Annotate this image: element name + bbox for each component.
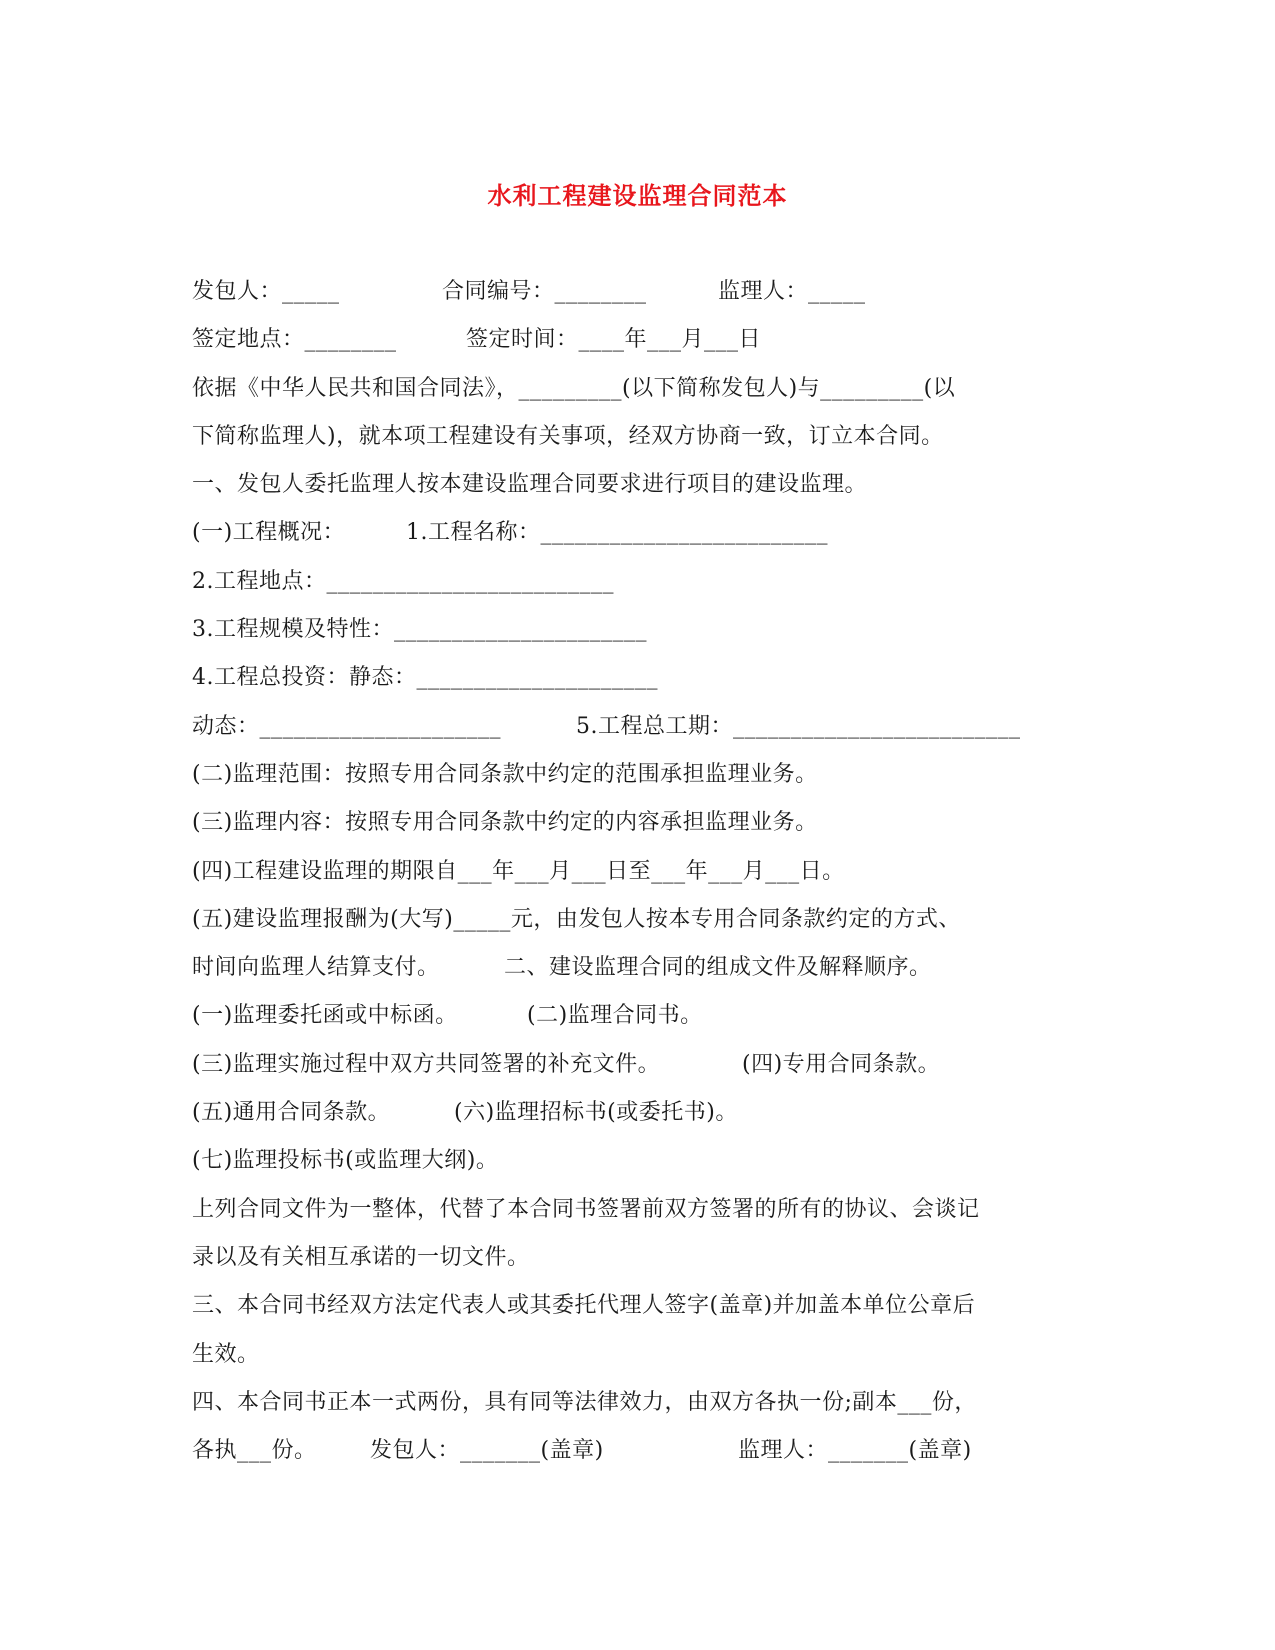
paragraph-text: 依据《中华人民共和国合同法》，_________(以下简称发包人)与_________(以 — [192, 375, 956, 401]
section-heading-3 — [192, 1282, 1082, 1330]
project-investment-line — [192, 654, 1082, 702]
paragraph-line — [192, 1331, 1082, 1379]
project-scale-field: 3.工程规模及特性：______________________ — [192, 617, 647, 643]
dynamic-investment-field: 动态：_____________________ — [192, 713, 502, 739]
supervision-period-line — [192, 848, 1082, 896]
paragraph-line — [192, 1234, 1082, 1282]
signing-place-field: 签定地点：________ — [192, 327, 397, 353]
supervision-period-text: (四)工程建设监理的期限自___年___月___日至___年___月___日。 — [192, 858, 845, 884]
signing-info-line — [192, 316, 1082, 364]
project-location-field: 2.工程地点：_________________________ — [192, 568, 614, 594]
total-duration-field: 5.工程总工期：_________________________ — [576, 713, 1021, 739]
employer-field: 发包人：_____ — [192, 279, 340, 304]
project-name-field: 1.工程名称：_________________________ — [406, 520, 828, 546]
supervisor-field: 监理人：_____ — [718, 279, 866, 304]
dynamic-duration-line — [192, 703, 1082, 751]
copies-field: 各执___份。 — [192, 1438, 317, 1464]
document-item-4: (四)专用合同条款。 — [742, 1051, 941, 1077]
section-heading-text: 四、本合同书正本一式两份，具有同等法律效力，由双方各执一份;副本___份， — [192, 1389, 977, 1415]
section-heading-text: 三、本合同书经双方法定代表人或其委托代理人签字(盖章)并加盖本单位公章后 — [192, 1293, 976, 1319]
section-heading-2: 二、建设监理合同的组成文件及解释顺序。 — [504, 955, 932, 981]
document-item-1: (一)监理委托函或中标函。 — [192, 1003, 458, 1029]
document-list-line — [192, 1041, 1082, 1089]
section-heading-text: 一、发包人委托监理人按本建设监理合同要求进行项目的建设监理。 — [192, 472, 868, 498]
supervision-scope-text: (二)监理范围：按照专用合同条款中约定的范围承担监理业务。 — [192, 761, 818, 787]
paragraph-line — [192, 365, 1082, 413]
remuneration-line — [192, 896, 1082, 944]
section-heading-1 — [192, 461, 1082, 509]
payment-text: 时间向监理人结算支付。 — [192, 955, 440, 981]
paragraph-line — [192, 1186, 1082, 1234]
project-scale-line — [192, 606, 1082, 654]
supervision-content-text: (三)监理内容：按照专用合同条款中约定的内容承担监理业务。 — [192, 810, 818, 836]
document-item-3: (三)监理实施过程中双方共同签署的补充文件。 — [192, 1051, 661, 1077]
document-body — [192, 268, 1082, 1475]
signature-line — [192, 1427, 1082, 1475]
supervisor-seal-field: 监理人：_______(盖章) — [738, 1438, 972, 1464]
employer-seal-field: 发包人：_______(盖章) — [370, 1438, 604, 1464]
paragraph-line — [192, 413, 1082, 461]
paragraph-text: 下简称监理人)，就本项工程建设有关事项，经双方协商一致，订立本合同。 — [192, 423, 944, 449]
paragraph-text: 录以及有关相互承诺的一切文件。 — [192, 1244, 530, 1270]
document-list-line — [192, 1089, 1082, 1137]
supervision-content-line — [192, 799, 1082, 847]
remuneration-text: (五)建设监理报酬为(大写)_____元，由发包人按本专用合同条款约定的方式、 — [192, 906, 961, 932]
document-item-2: (二)监理合同书。 — [527, 1003, 703, 1029]
document-item-6: (六)监理招标书(或委托书)。 — [454, 1100, 738, 1126]
contract-number-field: 合同编号：________ — [442, 279, 647, 304]
document-list-line — [192, 992, 1082, 1040]
payment-line — [192, 944, 1082, 992]
contract-header-line — [192, 268, 1082, 316]
paragraph-text: 生效。 — [192, 1341, 260, 1367]
document-title: 水利工程建设监理合同范本 — [487, 181, 788, 210]
supervision-scope-line — [192, 751, 1082, 799]
paragraph-text: 上列合同文件为一整体，代替了本合同书签署前双方签署的所有的协议、会谈记 — [192, 1196, 980, 1222]
document-list-line — [192, 1137, 1082, 1185]
section-heading-4 — [192, 1379, 1082, 1427]
document-item-5: (五)通用合同条款。 — [192, 1100, 391, 1126]
project-location-line — [192, 558, 1082, 606]
project-overview-label: (一)工程概况： — [192, 520, 346, 546]
document-item-7: (七)监理投标书(或监理大纲)。 — [192, 1148, 499, 1174]
signing-date-field: 签定时间：____年___月___日 — [466, 327, 762, 353]
project-overview-line — [192, 509, 1082, 557]
static-investment-field: 4.工程总投资：静态：_____________________ — [192, 665, 658, 691]
